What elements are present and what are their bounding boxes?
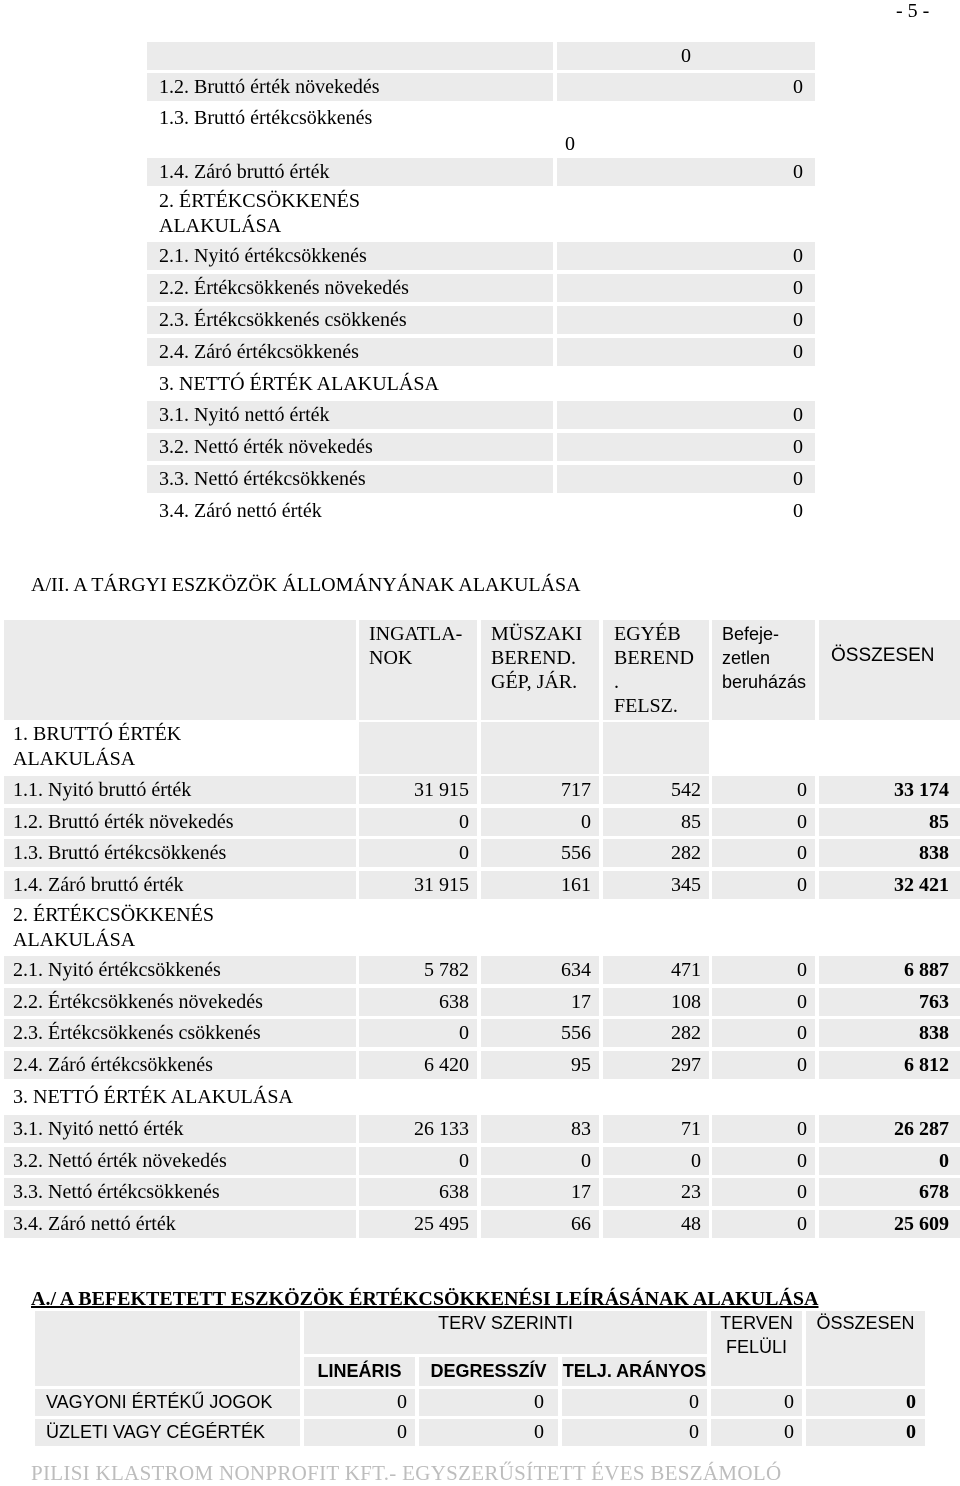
row-value: 0	[419, 1419, 558, 1446]
row-value: 0	[557, 465, 815, 493]
egyeb-value: 297	[603, 1051, 709, 1079]
ingatlanok-value: 5 782	[359, 956, 477, 984]
muszaki-value: 556	[481, 1019, 599, 1047]
column-header-terven-feluli: TERVEN FELÜLI	[711, 1311, 802, 1386]
egyeb-value: 23	[603, 1178, 709, 1206]
column-header: MÜSZAKI BEREND. GÉP, JÁR.	[481, 620, 599, 720]
row-label: 1.4. Záró bruttó érték	[4, 871, 356, 899]
row-label: 3.2. Nettó érték növekedés	[147, 433, 553, 461]
row-label: 3.3. Nettó értékcsökkenés	[4, 1178, 356, 1206]
egyeb-value: 471	[603, 956, 709, 984]
section-title: A/II. A TÁRGYI ESZKÖZÖK ÁLLOMÁNYÁNAK ALAKULÁSA	[31, 574, 581, 596]
row-label: 3.3. Nettó értékcsökkenés	[147, 465, 553, 493]
osszesen-value: 33 174	[819, 776, 960, 804]
row-label: 1.3. Bruttó értékcsökkenés	[4, 839, 356, 867]
row-value: 0	[562, 1419, 707, 1446]
row-label: 2.2. Értékcsökkenés növekedés	[4, 988, 356, 1016]
row-value: 0	[711, 1419, 802, 1446]
muszaki-value: 95	[481, 1051, 599, 1079]
row-label: 1.2. Bruttó érték növekedés	[4, 808, 356, 836]
ingatlanok-value: 638	[359, 988, 477, 1016]
table-cell	[359, 722, 477, 774]
muszaki-value: 17	[481, 988, 599, 1016]
row-value: 0	[419, 1389, 558, 1416]
group-heading: 1. BRUTTÓ ÉRTÉK ALAKULÁSA	[13, 723, 182, 770]
befejezetlen-value: 0	[712, 1051, 815, 1079]
row-label: 2.1. Nyitó értékcsökkenés	[4, 956, 356, 984]
column-header: EGYÉB BEREND . FELSZ.	[603, 620, 709, 720]
row-value: 0	[562, 1389, 707, 1416]
table-cell	[481, 722, 599, 774]
row-label: 2.4. Záró értékcsökkenés	[147, 338, 553, 366]
befejezetlen-value: 0	[712, 1210, 815, 1238]
muszaki-value: 0	[481, 808, 599, 836]
befejezetlen-value: 0	[712, 1147, 815, 1175]
section-title: A./ A BEFEKTETETT ESZKÖZÖK ÉRTÉKCSÖKKENÉSI LEÍRÁSÁNAK ALAKULÁSA	[31, 1288, 819, 1310]
column-header: Befeje- zetlen beruházás	[712, 620, 815, 720]
befejezetlen-value: 0	[712, 1115, 815, 1143]
befejezetlen-value: 0	[712, 988, 815, 1016]
column-header-osszesen: ÖSSZESEN	[806, 1311, 925, 1386]
row-value: 0	[557, 433, 815, 461]
ingatlanok-value: 0	[359, 1019, 477, 1047]
column-header-terv: TERV SZERINTI	[304, 1311, 707, 1354]
osszesen-value: 0	[819, 1147, 960, 1175]
muszaki-value: 83	[481, 1115, 599, 1143]
row-label: 3.2. Nettó érték növekedés	[4, 1147, 356, 1175]
befejezetlen-value: 0	[712, 808, 815, 836]
row-label: 1.3. Bruttó értékcsökkenés	[159, 107, 373, 129]
befejezetlen-value: 0	[712, 1019, 815, 1047]
muszaki-value: 556	[481, 839, 599, 867]
ingatlanok-value: 638	[359, 1178, 477, 1206]
row-label: 2.4. Záró értékcsökkenés	[4, 1051, 356, 1079]
row-value: 0	[304, 1419, 415, 1446]
table-cell	[147, 42, 553, 70]
egyeb-value: 345	[603, 871, 709, 899]
befejezetlen-value: 0	[712, 871, 815, 899]
column-header: ÖSSZESEN	[819, 620, 960, 720]
subheader-degressziv: DEGRESSZÍV	[419, 1357, 558, 1386]
row-label: 2.3. Értékcsökkenés csökkenés	[147, 306, 553, 334]
column-header: INGATLA- NOK	[359, 620, 477, 720]
egyeb-value: 0	[603, 1147, 709, 1175]
osszesen-value: 26 287	[819, 1115, 960, 1143]
row-value: 0	[557, 338, 815, 366]
row-label: 3.1. Nyitó nettó érték	[4, 1115, 356, 1143]
row-value: 0	[304, 1389, 415, 1416]
row-label: 1.2. Bruttó érték növekedés	[147, 73, 553, 101]
row-value: 0	[557, 274, 815, 302]
osszesen-value: 678	[819, 1178, 960, 1206]
egyeb-value: 85	[603, 808, 709, 836]
muszaki-value: 161	[481, 871, 599, 899]
row-value: 0	[557, 158, 815, 186]
muszaki-value: 66	[481, 1210, 599, 1238]
row-value: 0	[557, 401, 815, 429]
row-label: 3.1. Nyitó nettó érték	[147, 401, 553, 429]
ingatlanok-value: 31 915	[359, 871, 477, 899]
ingatlanok-value: 0	[359, 808, 477, 836]
footer-text: PILISI KLASTROM NONPROFIT KFT.- EGYSZERŰSÍTETT ÉVES BESZÁMOLÓ	[31, 1461, 782, 1485]
osszesen-value: 838	[819, 839, 960, 867]
ingatlanok-value: 0	[359, 1147, 477, 1175]
osszesen-value: 85	[819, 808, 960, 836]
osszesen-value: 763	[819, 988, 960, 1016]
befejezetlen-value: 0	[712, 776, 815, 804]
ingatlanok-value: 0	[359, 839, 477, 867]
row-label: 2.2. Értékcsökkenés növekedés	[147, 274, 553, 302]
table-cell	[603, 722, 709, 774]
osszesen-value: 6 887	[819, 956, 960, 984]
osszesen-value: 6 812	[819, 1051, 960, 1079]
group-heading: 2. ÉRTÉKCSÖKKENÉS ALAKULÁSA	[159, 190, 361, 237]
muszaki-value: 17	[481, 1178, 599, 1206]
egyeb-value: 542	[603, 776, 709, 804]
ingatlanok-value: 6 420	[359, 1051, 477, 1079]
befejezetlen-value: 0	[712, 956, 815, 984]
muszaki-value: 634	[481, 956, 599, 984]
osszesen-value: 838	[819, 1019, 960, 1047]
egyeb-value: 108	[603, 988, 709, 1016]
befejezetlen-value: 0	[712, 1178, 815, 1206]
table-cell	[35, 1311, 300, 1386]
row-value: 0	[793, 500, 803, 522]
egyeb-value: 282	[603, 1019, 709, 1047]
row-label: 2.3. Értékcsökkenés csökkenés	[4, 1019, 356, 1047]
table-cell	[4, 620, 356, 720]
row-label: ÜZLETI VAGY CÉGÉRTÉK	[35, 1419, 300, 1446]
row-label: 2.1. Nyitó értékcsökkenés	[147, 242, 553, 270]
row-value: 0	[565, 133, 575, 155]
egyeb-value: 48	[603, 1210, 709, 1238]
muszaki-value: 0	[481, 1147, 599, 1175]
group-heading: 3. NETTÓ ÉRTÉK ALAKULÁSA	[159, 373, 439, 395]
row-label: 1.4. Záró bruttó érték	[147, 158, 553, 186]
top-value: 0	[557, 42, 815, 70]
row-label: 3.4. Záró nettó érték	[159, 500, 322, 522]
group-heading: 3. NETTÓ ÉRTÉK ALAKULÁSA	[13, 1086, 293, 1108]
row-value: 0	[806, 1419, 925, 1446]
group-heading: 2. ÉRTÉKCSÖKKENÉS ALAKULÁSA	[13, 904, 215, 951]
row-value: 0	[557, 306, 815, 334]
subheader-telj-aranyos: TELJ. ARÁNYOS	[562, 1357, 707, 1386]
subheader-linearis: LINEÁRIS	[304, 1357, 415, 1386]
row-value: 0	[557, 73, 815, 101]
befejezetlen-value: 0	[712, 839, 815, 867]
row-value: 0	[806, 1389, 925, 1416]
row-value: 0	[557, 242, 815, 270]
muszaki-value: 717	[481, 776, 599, 804]
row-label: VAGYONI ÉRTÉKŰ JOGOK	[35, 1389, 300, 1416]
page-number: - 5 -	[896, 0, 930, 22]
ingatlanok-value: 31 915	[359, 776, 477, 804]
ingatlanok-value: 26 133	[359, 1115, 477, 1143]
osszesen-value: 32 421	[819, 871, 960, 899]
row-value: 0	[711, 1389, 802, 1416]
egyeb-value: 71	[603, 1115, 709, 1143]
egyeb-value: 282	[603, 839, 709, 867]
ingatlanok-value: 25 495	[359, 1210, 477, 1238]
row-label: 1.1. Nyitó bruttó érték	[4, 776, 356, 804]
row-label: 3.4. Záró nettó érték	[4, 1210, 356, 1238]
osszesen-value: 25 609	[819, 1210, 960, 1238]
